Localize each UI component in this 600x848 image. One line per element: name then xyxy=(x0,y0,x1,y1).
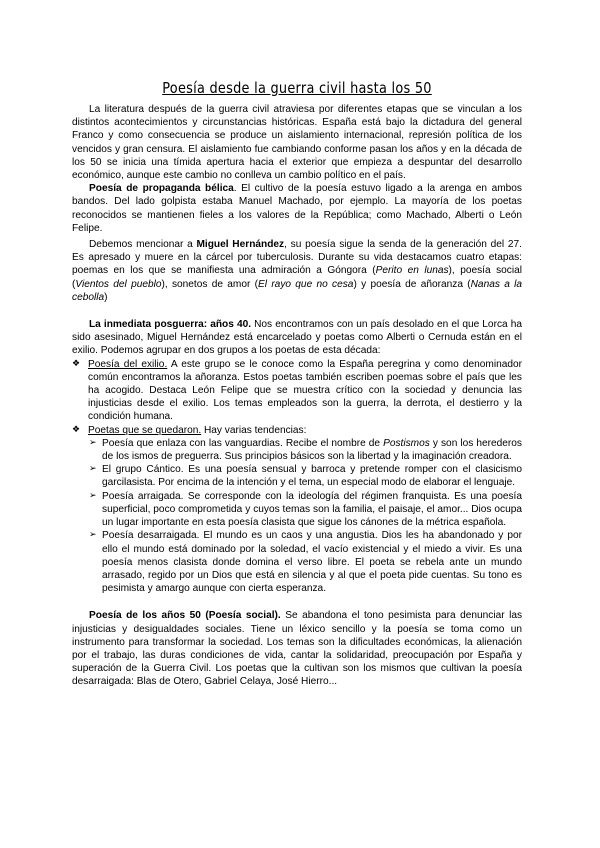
list-item-vanguardias xyxy=(72,437,522,463)
hernandez-mid3: ), sonetos de amor ( xyxy=(161,278,259,290)
work-rayo: El rayo que no cesa xyxy=(258,278,354,290)
list-item-cantico xyxy=(72,463,522,489)
posguerra-heading: La inmediata posguerra: años 40. xyxy=(89,319,252,331)
item-text: El grupo Cántico. Es una poesía sensual y barroca y pretende romper con el clasicismo garcilasista. Por encima de la intención y el tema, un especial modo de elaborar el lenguaje. xyxy=(102,464,522,489)
hernandez-mid1: , su poesía sigue la senda de la generación del 27. Es apresado y muere en la cárcel por tuberculosis. Durante su vida destacamos cuatro etapas: poemas en los que se manifiesta una admiración a Góngora ( xyxy=(72,239,522,277)
item-text: Poesía desarraigada. El mundo es un caos y una angustia. Dios les ha abandonado y por ello el mundo está dominado por la soledad, el vacío existencial y el miedo a vivir. Es una poesía menos clasista donde domina el verso libre. El poeta se rebela ante un mundo arrasado, regido por un Dios que está en silencia y al que el poeta pide cuentas. Su tono es pesimista y amargo aunque con cierta esperanza. xyxy=(102,530,522,595)
list-item-arraigada xyxy=(72,490,522,530)
work-vientos: Vientos del pueblo xyxy=(75,278,162,290)
social-text: Se abandona el tono pesimista para denunciar las injusticias y desigualdades sociales. Tiene un léxico sencillo y la poesía se toma como un instrumento para transformar la sociedad. Los temas son la dificultades económicas, la alienación por el trabajo, las duras condiciones de vida, cantar la solidaridad, preocupación por España y superación de la Guerra Civil. Los poetas que la cultivan son los mismos que cultivan la poesía desarraigada: Blas de Otero, Gabriel Celaya, José Hierro... xyxy=(72,610,523,688)
hernandez-mid4: ) y poesía de añoranza ( xyxy=(353,278,471,290)
hernandez-mid2: ), poesía social ( xyxy=(72,265,522,290)
intro-paragraph: La literatura después de la guerra civil atraviesa por diferentes etapas que se vinculan a los distintos acontecimientos y circunstancias históricas. España está bajo la dictadura del general Franco y como consecuencia se produce un aislamiento internacional, represión política de los vencidos y gran censura. El aislamiento fue cambiando conforme pasan los años y en la década de los 50 se inicia una tímida apertura hacia el exterior que empieza a despuntar del desarrollo económico, aunque este cambio no conlleva un cambio político en el país. xyxy=(72,104,522,182)
diamond-bullet-icon: ❖ xyxy=(72,357,81,368)
work-perito: Perito en lunas xyxy=(375,265,449,277)
list-item-desarraigada xyxy=(72,529,522,595)
work-nanas: Nanas a la cebolla xyxy=(72,278,522,303)
exilio-text: A este grupo se le conoce como la España peregrina y como denominador común encontramos la añoranza. Estos poetas también escriben poemas sobre el país que les ha acogido. Destaca León Felipe que se muestra crítico con la sociedad y denuncia las injusticias desde el exilio. Los temas empleados son la guerra, la derrota, el destierro y la condición humana. xyxy=(88,358,523,423)
exilio-label: Poesía del exilio. xyxy=(88,358,168,370)
item-text-post: y son los herederos de los ismos de preguerra. Sus principios básicos son la libertad y la imaginación creadora. xyxy=(102,437,522,463)
arrow-bullet-icon: ➢ xyxy=(89,463,97,474)
item-text: Poesía arraigada. Se corresponde con la ideología del régimen franquista. Es una poesía superficial, poco comprometida y cuyos temas son la familia, el paisaje, el amor... Dios ocupa un lugar importante en esta poesía clasista que sigue los cánones de la métrica española. xyxy=(102,490,522,529)
arrow-bullet-icon: ➢ xyxy=(89,529,97,540)
list-item-exilio xyxy=(72,358,522,424)
quedaron-text: Hay varias tendencias: xyxy=(201,424,307,436)
arrow-bullet-icon: ➢ xyxy=(89,436,97,447)
item-em: Postismos xyxy=(383,437,430,449)
social-heading: Poesía de los años 50 (Poesía social). xyxy=(89,610,281,622)
list-item-quedaron xyxy=(72,424,522,437)
hernandez-pre: Debemos mencionar a xyxy=(89,239,197,251)
belica-paragraph xyxy=(72,182,522,235)
diamond-bullet-icon: ❖ xyxy=(72,423,81,434)
hernandez-paragraph xyxy=(72,238,522,304)
hernandez-end: ) xyxy=(104,291,108,303)
arrow-bullet-icon: ➢ xyxy=(89,489,97,500)
social-paragraph xyxy=(72,609,522,688)
posguerra-list xyxy=(72,358,522,596)
posguerra-paragraph xyxy=(72,318,522,358)
hernandez-name: Miguel Hernández xyxy=(196,239,285,251)
belica-heading: Poesía de propaganda bélica xyxy=(89,183,234,195)
quedaron-label: Poetas que se quedaron. xyxy=(88,424,202,436)
belica-text: . El cultivo de la poesía estuvo ligado a la arenga en ambos bandos. Del lado golpista estaba Manuel Machado, por ejemplo. La mayoría de los poetas reconocidos se mantienen fieles a los valores de la República; como Machado, Alberti o León Felipe. xyxy=(72,183,522,234)
page-title: Poesía desde la guerra civil hasta los 50 xyxy=(162,79,432,97)
posguerra-text: Nos encontramos con un país desolado en el que Lorca ha sido asesinado, Miguel Hernández está encarcelado y poetas como Alberti o Cernuda están en el exilio. Podemos agrupar en dos grupos a los poetas de esta década: xyxy=(72,319,522,357)
item-text: Poesía que enlaza con las vanguardias. Recibe el nombre de xyxy=(102,437,384,449)
